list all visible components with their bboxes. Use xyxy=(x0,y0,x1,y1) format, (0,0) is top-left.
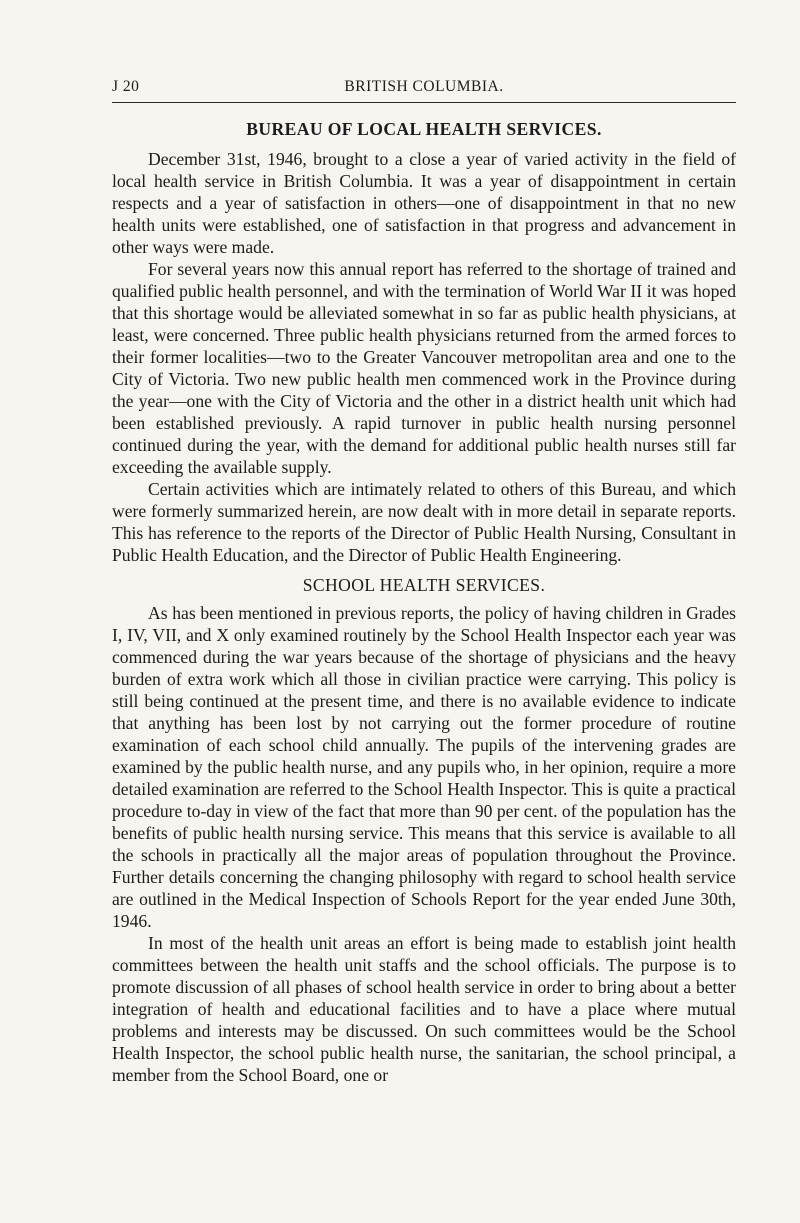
subsection-title: SCHOOL HEALTH SERVICES. xyxy=(302,575,546,595)
header-rule xyxy=(112,102,736,103)
running-title: BRITISH COLUMBIA. xyxy=(344,78,504,95)
page-number: J 20 xyxy=(112,78,140,95)
paragraph: Certain activities which are intimately related to others of this Bureau, and which were formerly summarized herein, are now dealt with in more detail in separate reports. This has reference to the reports of the Director of Public Health Nursing, Consultant in Public Health Education, and the Director of Public Health Engineering. xyxy=(112,479,736,565)
paragraph: For several years now this annual report has referred to the shortage of trained and qualified public health personnel, and with the termination of World War II it was hoped that this shortage would be alleviated somewhat in so far as public health physicians, at least, were concerned. Three public health physicians returned from the armed forces to their former localities—two to the Greater Vancouver metropolitan area and one to the City of Victoria. Two new public health men commenced work in the Province during the year—one with the City of Victoria and the other in a district health unit which had been established previously. A rapid turnover in public health nursing personnel continued during the year, with the demand for additional public health nurses still far exceeding the available supply. xyxy=(112,259,736,477)
paragraph: In most of the health unit areas an effort is being made to establish joint health committees between the health unit staffs and the school officials. The purpose is to promote discussion of all phases of school health service in order to bring about a better integration of health and educational facilities and to have a place where mutual problems and interests may be discussed. On such committees would be the School Health Inspector, the school public health nurse, the sanitarian, the school principal, a member from the School Board, one or xyxy=(112,933,736,1085)
section-title: BUREAU OF LOCAL HEALTH SERVICES. xyxy=(246,119,602,139)
paragraph: As has been mentioned in previous reports, the policy of having children in Grades I, IV, VII, and X only examined routinely by the School Health Inspector each year was commenced during the war years because of the shortage of physicians and the heavy burden of extra work which all those in civilian practice were carrying. This policy is still being continued at the present time, and there is no available evidence to indicate that anything has been lost by not carrying out the former procedure of routine examination of each school child annually. The pupils of the intervening grades are examined by the public health nurse, and any pupils who, in her opinion, require a more detailed examination are referred to the School Health Inspector. This is quite a practical procedure to-day in view of the fact that more than 90 per cent. of the population has the benefits of public health nursing service. This means that this service is available to all the schools in practically all the major areas of population throughout the Province. Further details concerning the changing philosophy with regard to school health service are outlined in the Medical Inspection of Schools Report for the year ended June 30th, 1946. xyxy=(112,603,736,931)
paragraph: December 31st, 1946, brought to a close a year of varied activity in the field of local health service in British Columbia. It was a year of disappointment in certain respects and a year of satisfaction in others—one of disappointment in that no new health units were established, one of satisfaction in that progress and advancement in other ways were made. xyxy=(112,149,736,257)
body-text xyxy=(112,118,736,1086)
